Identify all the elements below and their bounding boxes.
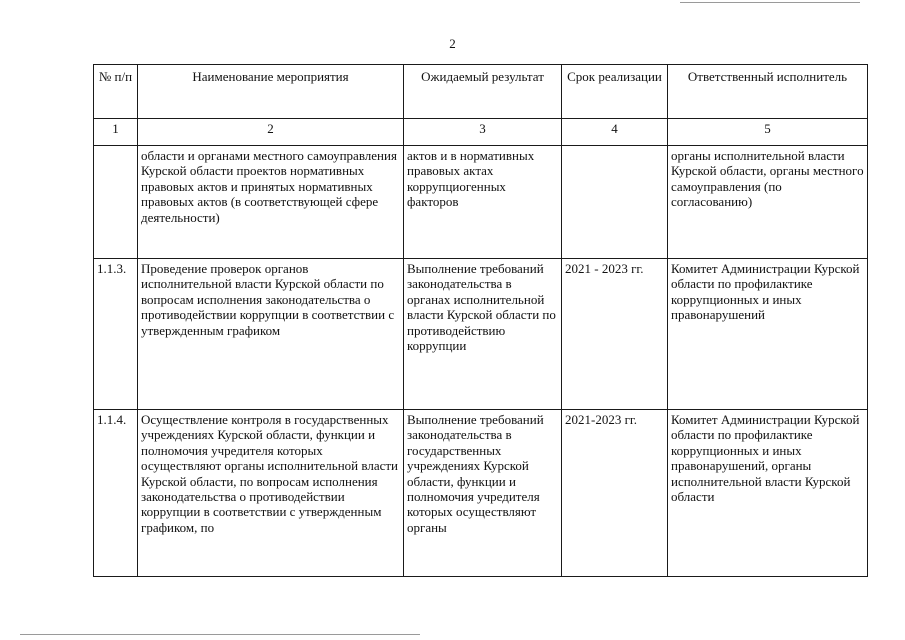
table-row xyxy=(94,146,868,259)
header-executor: Ответственный исполнитель xyxy=(668,65,868,119)
row-action-name: области и органами местного самоуправления Курской области проектов нормативных правовых актов и принятых нормативных правовых актов (в соответствующей сфере деятельности) xyxy=(138,146,404,259)
column-number-row xyxy=(94,119,868,146)
action-plan-table xyxy=(93,64,868,577)
row-action-name: Проведение проверок органов исполнительной власти Курской области по вопросам исполнения законодательства о противодействии коррупции в соответствии с утвержденным графиком xyxy=(138,259,404,410)
row-executor: Комитет Администрации Курской области по профилактике коррупционных и иных правонарушений xyxy=(668,259,868,410)
table-row xyxy=(94,259,868,410)
row-number: 1.1.3. xyxy=(94,259,138,410)
header-action-name: Наименование мероприятия xyxy=(138,65,404,119)
row-term xyxy=(562,146,668,259)
row-expected-result: Выполнение требований законодательства в органах исполнительной власти Курской области по противодействию коррупции xyxy=(404,259,562,410)
page-number: 2 xyxy=(449,36,456,51)
row-executor: Комитет Администрации Курской области по профилактике коррупционных и иных правонарушений, органы исполнительной власти Курской области xyxy=(668,410,868,577)
column-number: 5 xyxy=(668,119,868,146)
scan-artifact-bottom xyxy=(20,634,420,635)
header-term: Срок реализации xyxy=(562,65,668,119)
column-number: 2 xyxy=(138,119,404,146)
column-number: 1 xyxy=(94,119,138,146)
table-header-row xyxy=(94,65,868,119)
header-expected-result: Ожидаемый результат xyxy=(404,65,562,119)
header-number: № п/п xyxy=(94,65,138,119)
row-expected-result: актов и в нормативных правовых актах коррупциогенных факторов xyxy=(404,146,562,259)
row-term: 2021-2023 гг. xyxy=(562,410,668,577)
row-executor: органы исполнительной власти Курской области, органы местного самоуправления (по согласованию) xyxy=(668,146,868,259)
row-term: 2021 - 2023 гг. xyxy=(562,259,668,410)
row-number xyxy=(94,146,138,259)
row-expected-result: Выполнение требований законодательства в государственных учреждениях Курской области, функции и полномочия учредителя которых осуществляют органы xyxy=(404,410,562,577)
column-number: 3 xyxy=(404,119,562,146)
row-action-name: Осуществление контроля в государственных учреждениях Курской области, функции и полномочия учредителя которых осуществляют органы исполнительной власти Курской области, по вопросам исполнения законодательства о противодействии коррупции в соответствии с утвержденным графиком, по xyxy=(138,410,404,577)
row-number: 1.1.4. xyxy=(94,410,138,577)
column-number: 4 xyxy=(562,119,668,146)
table-row xyxy=(94,410,868,577)
scan-artifact-top xyxy=(680,2,860,3)
